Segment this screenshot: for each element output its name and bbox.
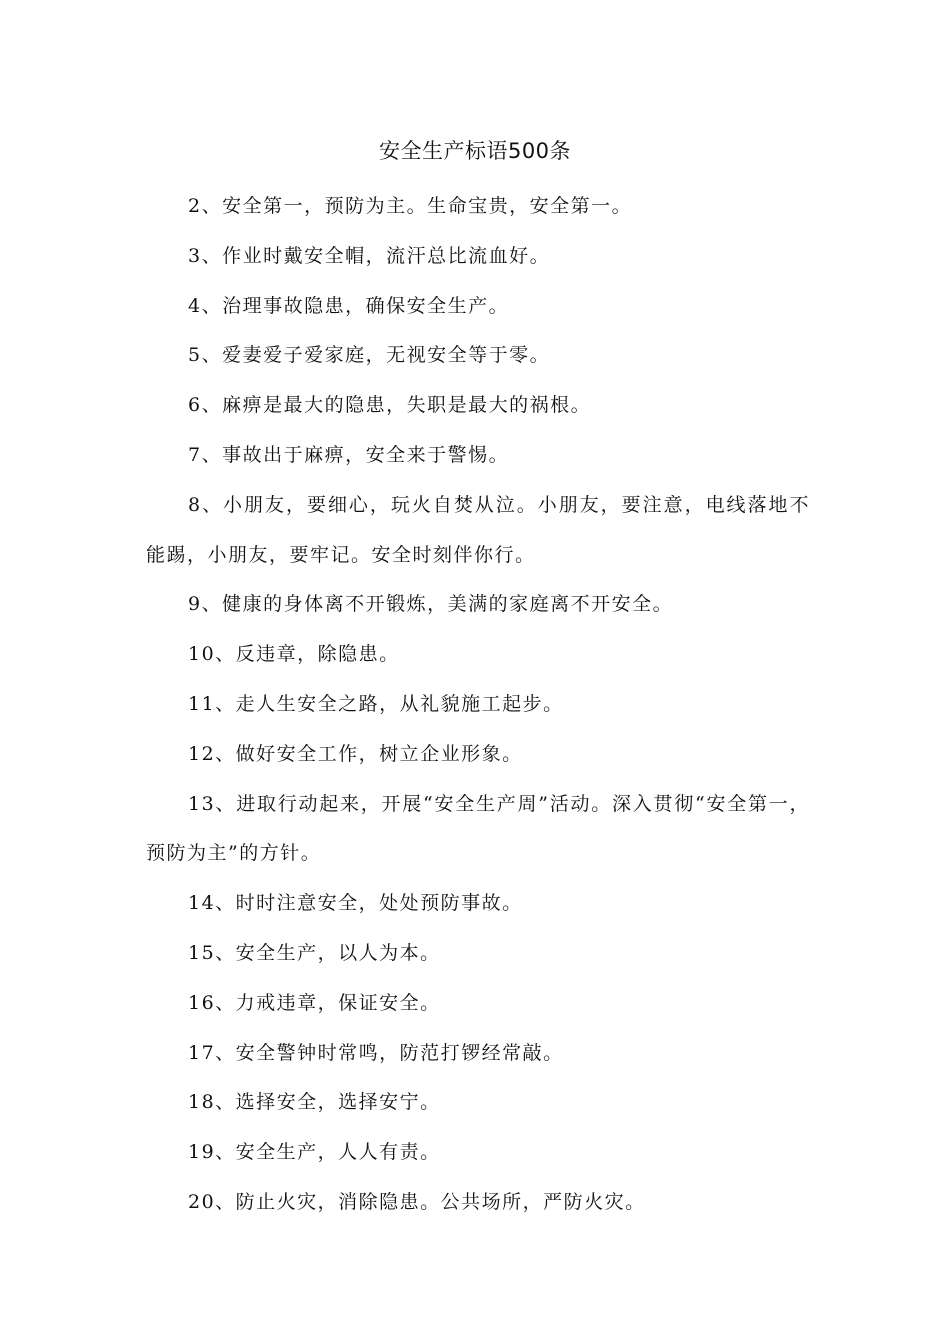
list-item: 16、力戒违章，保证安全。 bbox=[188, 991, 441, 1014]
list-item: 18、选择安全，选择安宁。 bbox=[188, 1091, 441, 1114]
list-item: 6、麻痹是最大的隐患，失职是最大的祸根。 bbox=[188, 394, 592, 417]
list-item: 2、安全第一，预防为主。生命宝贵，安全第一。 bbox=[188, 195, 633, 217]
list-item: 15、安全生产，以人为本。 bbox=[188, 941, 441, 964]
list-item: 8、小朋友，要细心，玩火自焚从泣。小朋友，要注意，电线落地不能踢，小朋友，要牢记。安全时刻伴你行。 bbox=[146, 493, 810, 566]
list-item: 7、事故出于麻痹，安全来于警惕。 bbox=[188, 443, 510, 466]
list-item: 12、做好安全工作，树立企业形象。 bbox=[188, 742, 523, 765]
list-item: 17、安全警钟时常鸣，防范打锣经常敲。 bbox=[188, 1041, 564, 1064]
list-item: 5、爱妻爱子爱家庭，无视安全等于零。 bbox=[188, 344, 551, 367]
slogan-list bbox=[146, 182, 810, 1228]
page-title: 安全生产标语500条 bbox=[378, 139, 572, 163]
list-item: 4、治理事故隐患，确保安全生产。 bbox=[188, 294, 510, 317]
list-item: 3、作业时戴安全帽，流汗总比流血好。 bbox=[188, 244, 551, 267]
list-item: 10、反违章，除隐患。 bbox=[188, 643, 400, 666]
list-item: 13、进取行动起来，开展“安全生产周”活动。深入贯彻“安全第一，预防为主”的方针。 bbox=[146, 792, 810, 865]
list-item: 14、时时注意安全，处处预防事故。 bbox=[188, 892, 523, 915]
list-item: 11、走人生安全之路，从礼貌施工起步。 bbox=[188, 692, 564, 715]
list-item: 19、安全生产，人人有责。 bbox=[188, 1141, 441, 1164]
list-item: 20、防止火灾，消除隐患。公共场所，严防火灾。 bbox=[188, 1190, 646, 1213]
list-item: 9、健康的身体离不开锻炼，美满的家庭离不开安全。 bbox=[188, 593, 674, 616]
